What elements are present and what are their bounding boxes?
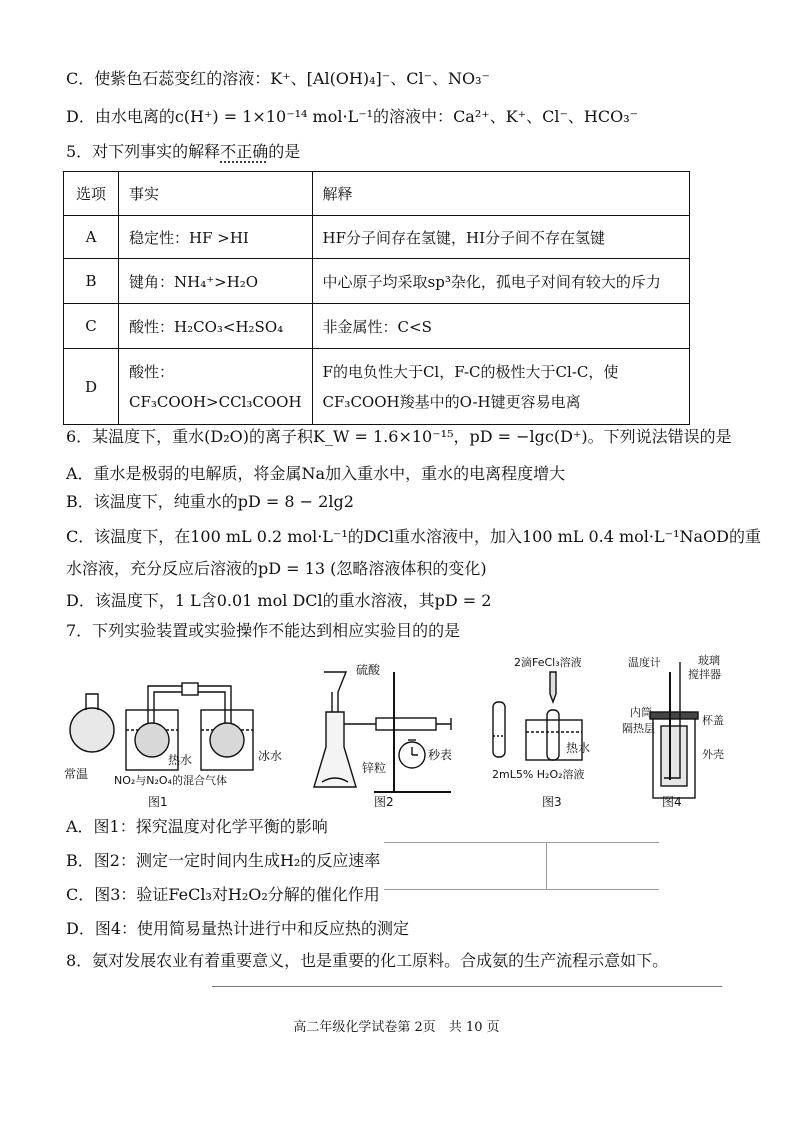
fact-line: CF₃COOH>CCl₃COOH: [129, 392, 302, 411]
table-cell-fact: 酸性：H₂CO₃<H₂SO₄: [119, 304, 313, 349]
fig1-label-gas: NO₂与N₂O₄的混合气体: [114, 774, 228, 787]
table-cell-fact: [119, 349, 313, 425]
q6-option-c-line1: C．该温度下，在100 mL 0.2 mol·L⁻¹的DCl重水溶液中，加入100 mL 0.4 mol·L⁻¹NaOD的重: [66, 527, 761, 546]
fig4-apparatus: [650, 662, 698, 798]
table-row: [64, 304, 690, 349]
fig1-label-ice: 冰水: [258, 749, 283, 763]
flask-room-temp-icon: [70, 708, 114, 752]
inner-cup-icon: [661, 726, 687, 786]
table-row: [64, 349, 690, 425]
fig4-label-lid: 杯盖: [702, 714, 724, 727]
flask-hot-icon: [135, 723, 169, 757]
table-header-option: 选项: [64, 172, 119, 216]
fig4-label-stirrer-1: 玻璃: [698, 654, 720, 667]
fig4-label-thermometer: 温度计: [628, 656, 661, 669]
test-tube-right-icon: [547, 710, 559, 760]
q7-option-d: D．图4：使用简易量热计进行中和反应热的测定: [66, 919, 410, 938]
table-cell-option: D: [64, 349, 119, 425]
table-cell-option: C: [64, 304, 119, 349]
fig4-caption: 图4: [662, 795, 682, 809]
dropping-funnel-icon: [324, 672, 346, 712]
fig3-label-hot: 热水: [566, 741, 591, 755]
table-row: [64, 259, 690, 304]
fig4-label-stirrer-2: 搅拌器: [688, 668, 721, 681]
table-cell-explanation: 非金属性：C<S: [312, 304, 689, 349]
fig2-label-zinc: 锌粒: [362, 761, 387, 775]
q5-table: [63, 171, 690, 425]
q8-stem: 8．氨对发展农业有着重要意义，也是重要的化工原料。合成氨的生产流程示意如下。: [66, 951, 669, 970]
table-cell-option: A: [64, 216, 119, 259]
conical-flask-icon: [314, 712, 356, 787]
table-header-row: [64, 172, 690, 216]
explanation-line: F的电负性大于Cl，F-C的极性大于Cl-C，使: [322, 362, 619, 381]
fig1-caption: 图1: [148, 795, 168, 809]
table-row: [64, 216, 690, 259]
dropper-icon: [550, 672, 556, 702]
fig1-label-room: 常温: [64, 767, 89, 781]
test-tube-left-icon: [493, 702, 505, 757]
table-cell-option: B: [64, 259, 119, 304]
fig3-label-drops: 2滴FeCl₃溶液: [514, 656, 582, 669]
q6-option-d: D．该温度下，1 L含0.01 mol DCl的重水溶液，其pD = 2: [66, 591, 492, 610]
figures-svg: [56, 652, 736, 810]
table-cell-explanation: 中心原子均采取sp³杂化，孤电子对间有较大的斥力: [312, 259, 689, 304]
fig1-apparatus: [70, 683, 253, 770]
explanation-line: CF₃COOH羧基中的O-H键更容易电离: [322, 392, 581, 411]
q7-figures: [56, 652, 736, 810]
fig3-label-solution: 2mL5% H₂O₂溶液: [492, 768, 585, 781]
q6-option-b: B．该温度下，纯重水的pD = 8 − 2lg2: [66, 492, 354, 511]
q7-option-a: A．图1：探究温度对化学平衡的影响: [66, 817, 328, 836]
page-footer: 高二年级化学试卷第 2页 共 10 页: [293, 1020, 500, 1035]
q4-option-d: D．由水电离的c(H⁺) = 1×10⁻¹⁴ mol·L⁻¹的溶液中：Ca²⁺、K⁺、Cl⁻、HCO₃⁻: [66, 107, 639, 126]
answer-line: [384, 889, 659, 890]
table-cell-explanation: HF分子间存在氢键，HI分子间不存在氢键: [312, 216, 689, 259]
fig4-label-shell: 外壳: [702, 748, 724, 761]
table-header-fact: 事实: [119, 172, 313, 216]
bottom-rule: [212, 986, 722, 987]
q7-stem: 7．下列实验装置或实验操作不能达到相应实验目的的是: [66, 621, 461, 640]
flask-ice-icon: [210, 723, 244, 757]
q6-option-c-line2: 水溶液，充分反应后溶液的pD = 13 (忽略溶液体积的变化): [66, 559, 487, 578]
table-cell-fact: 稳定性：HF >HI: [119, 216, 313, 259]
q4-option-c: C．使紫色石蕊变红的溶液：K⁺、[Al(OH)₄]⁻、Cl⁻、NO₃⁻: [66, 69, 491, 88]
table-cell-explanation: [312, 349, 689, 425]
q5-stem: 5．对下列事实的解释不正确的是: [66, 142, 301, 161]
table-header-explanation: 解释: [312, 172, 689, 216]
clamp-icon: [182, 683, 198, 695]
fig3-caption: 图3: [542, 795, 562, 809]
table-cell-fact: 键角：NH₄⁺>H₂O: [119, 259, 313, 304]
fig4-label-inner: 内筒: [630, 706, 652, 719]
answer-divider: [546, 842, 547, 889]
fact-line: 酸性：: [129, 362, 175, 381]
fig1-label-hot: 热水: [168, 753, 193, 767]
fig4-label-insulation: 隔热层: [622, 722, 655, 735]
q7-option-c: C．图3：验证FeCl₃对H₂O₂分解的催化作用: [66, 885, 380, 904]
lid-icon: [650, 712, 698, 719]
q6-option-a: A．重水是极弱的电解质，将金属Na加入重水中，重水的电离程度增大: [66, 464, 566, 483]
q6-stem: 6．某温度下，重水(D₂O)的离子积K_W = 1.6×10⁻¹⁵，pD = −lgc(D⁺)。下列说法错误的是: [66, 427, 732, 446]
q7-option-b: B．图2：测定一定时间内生成H₂的反应速率: [66, 851, 381, 870]
fig2-caption: 图2: [374, 795, 394, 809]
fig2-label-watch: 秒表: [428, 748, 453, 762]
fig2-label-acid: 硫酸: [356, 663, 381, 677]
syringe-icon: [376, 718, 436, 730]
answer-line: [384, 842, 659, 843]
